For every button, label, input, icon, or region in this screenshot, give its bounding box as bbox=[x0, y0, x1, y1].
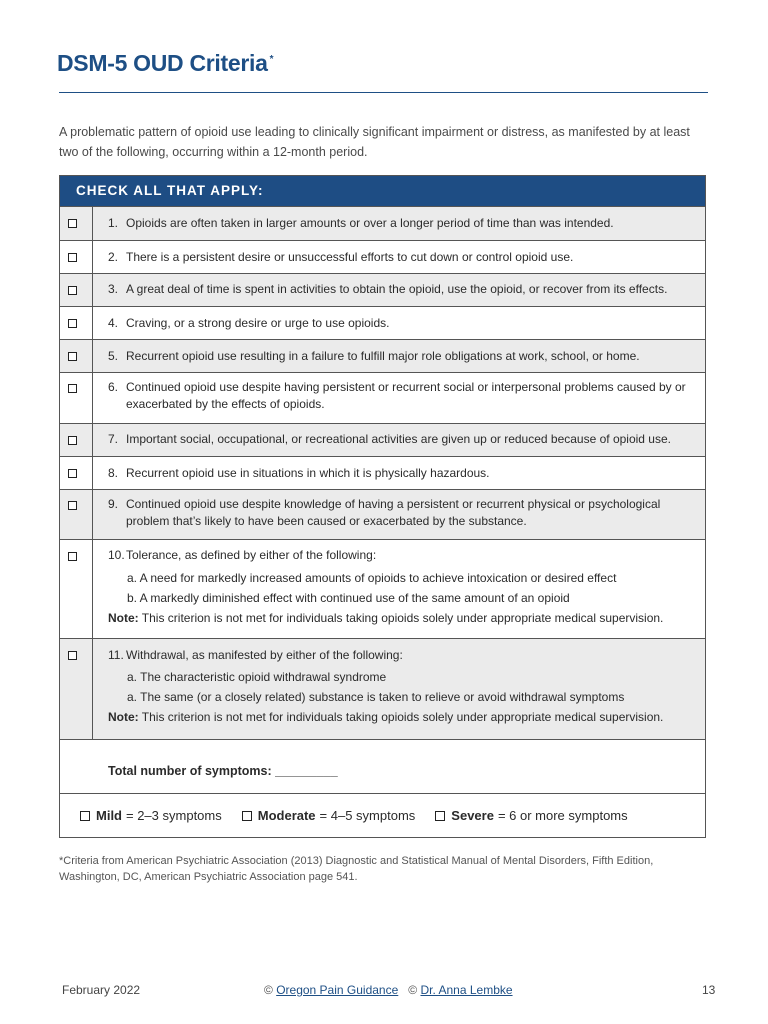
criterion-checkbox-8[interactable] bbox=[68, 469, 77, 478]
severity-checkbox-icon[interactable] bbox=[435, 811, 445, 821]
intro-paragraph: A problematic pattern of opioid use leading to clinically significant impairment or distress, as manifested by at least two of the following, occurring within a 12-month period. bbox=[59, 125, 690, 159]
criterion-checkbox-7[interactable] bbox=[68, 436, 77, 445]
criterion-checkbox-5[interactable] bbox=[68, 352, 77, 361]
severity-checkbox-icon[interactable] bbox=[242, 811, 252, 821]
criterion-text: There is a persistent desire or unsuccessful efforts to cut down or control opioid use. bbox=[126, 250, 574, 264]
criterion-row-9: 9. Continued opioid use despite knowledge of having a persistent or recurrent physical or psychological problem that’s likely to have been caused or exacerbated by the substance. bbox=[60, 489, 705, 539]
severity-moderate-option[interactable]: Moderate = 4–5 symptoms bbox=[242, 808, 416, 823]
criterion-row-10: 10. Tolerance, as defined by either of the following: a. A need for markedly increased amounts of opioids to achieve intoxication or desired effect b. A markedly diminished effect with continued use of the same amount of an opioid Note: This criterion is not met for individuals taking opioids solely under appropriate medical supervision. bbox=[60, 539, 705, 638]
criterion-row-5: 5. Recurrent opioid use resulting in a failure to fulfill major role obligations at work, school, or home. bbox=[60, 339, 705, 372]
criterion-checkbox-3[interactable] bbox=[68, 286, 77, 295]
anna-lembke-link[interactable]: Dr. Anna Lembke bbox=[420, 983, 513, 997]
criterion-checkbox-4[interactable] bbox=[68, 319, 77, 328]
criterion-subitem: a. A need for markedly increased amounts of opioids to achieve intoxication or desired effect bbox=[127, 571, 617, 585]
severity-severe-option[interactable]: Severe = 6 or more symptoms bbox=[435, 808, 627, 823]
footer-credits: © Oregon Pain Guidance © Dr. Anna Lembke bbox=[264, 983, 513, 997]
criterion-text: Continued opioid use despite knowledge of having a persistent or recurrent physical or psychological problem that’s likely to have been caused or exacerbated by the substance. bbox=[126, 497, 661, 528]
footnote: *Criteria from American Psychiatric Association (2013) Diagnostic and Statistical Manual of Mental Disorders, Fifth Edition, Washington, DC, American Psychiatric Association page 541. bbox=[59, 855, 654, 883]
title-footnote-mark: * bbox=[269, 54, 274, 66]
criterion-row-7: 7. Important social, occupational, or recreational activities are given up or reduced because of opioid use. bbox=[60, 423, 705, 456]
criterion-row-1: 1. Opioids are often taken in larger amounts or over a longer period of time than was intended. bbox=[60, 206, 705, 240]
criterion-subitem: b. A markedly diminished effect with continued use of the same amount of an opioid bbox=[127, 591, 570, 605]
criterion-text: A great deal of time is spent in activities to obtain the opioid, use the opioid, or recover from its effects. bbox=[126, 282, 668, 296]
criterion-row-2: 2. There is a persistent desire or unsuccessful efforts to cut down or control opioid use. bbox=[60, 240, 705, 273]
criterion-checkbox-6[interactable] bbox=[68, 384, 77, 393]
criterion-text: Recurrent opioid use resulting in a failure to fulfill major role obligations at work, school, or home. bbox=[126, 349, 640, 363]
criterion-checkbox-9[interactable] bbox=[68, 501, 77, 510]
criterion-checkbox-11[interactable] bbox=[68, 651, 77, 660]
criterion-text: Recurrent opioid use in situations in which it is physically hazardous. bbox=[126, 466, 490, 480]
oregon-pain-guidance-link[interactable]: Oregon Pain Guidance bbox=[276, 983, 399, 997]
criterion-checkbox-10[interactable] bbox=[68, 552, 77, 561]
criterion-row-11: 11. Withdrawal, as manifested by either of the following: a. The characteristic opioid withdrawal syndrome a. The same (or a closely related) substance is taken to relieve or avoid withdrawal symptoms Note: This criterion is not met for individuals taking opioids solely under appropriate medical supervision. bbox=[60, 638, 705, 739]
criterion-text: Continued opioid use despite having persistent or recurrent social or interpersonal problems caused by or exacerbated by the effects of opioids. bbox=[126, 380, 686, 411]
criterion-row-3: 3. A great deal of time is spent in activities to obtain the opioid, use the opioid, or recover from its effects. bbox=[60, 273, 705, 306]
title-divider bbox=[59, 92, 708, 93]
footer-date: February 2022 bbox=[62, 983, 141, 997]
criterion-subitem: a. The same (or a closely related) substance is taken to relieve or avoid withdrawal symptoms bbox=[127, 690, 625, 704]
severity-options bbox=[60, 793, 705, 837]
criterion-text: Opioids are often taken in larger amounts or over a longer period of time than was intended. bbox=[126, 216, 614, 230]
criterion-row-6: 6. Continued opioid use despite having persistent or recurrent social or interpersonal problems caused by or exacerbated by the effects of opioids. bbox=[60, 372, 705, 423]
criterion-checkbox-1[interactable] bbox=[68, 219, 77, 228]
criterion-note: Note: This criterion is not met for individuals taking opioids solely under appropriate medical supervision. bbox=[108, 611, 664, 625]
table-header: CHECK ALL THAT APPLY: bbox=[60, 176, 705, 206]
severity-mild-option[interactable]: Mild = 2–3 symptoms bbox=[80, 808, 222, 823]
criteria-table bbox=[59, 175, 706, 838]
criterion-checkbox-2[interactable] bbox=[68, 253, 77, 262]
criterion-text: Craving, or a strong desire or urge to use opioids. bbox=[126, 316, 390, 330]
criterion-row-4: 4. Craving, or a strong desire or urge to use opioids. bbox=[60, 306, 705, 339]
criterion-text: Important social, occupational, or recreational activities are given up or reduced because of opioid use. bbox=[126, 432, 671, 446]
page-title: DSM-5 OUD Criteria * bbox=[57, 50, 274, 76]
page-number: 13 bbox=[702, 983, 716, 997]
criterion-text: Tolerance, as defined by either of the following: bbox=[126, 548, 377, 562]
criterion-row-8: 8. Recurrent opioid use in situations in which it is physically hazardous. bbox=[60, 456, 705, 489]
total-symptoms-field[interactable]: Total number of symptoms: _________ bbox=[60, 739, 705, 793]
criterion-text: Withdrawal, as manifested by either of the following: bbox=[126, 648, 403, 662]
severity-checkbox-icon[interactable] bbox=[80, 811, 90, 821]
criterion-note: Note: This criterion is not met for individuals taking opioids solely under appropriate medical supervision. bbox=[108, 710, 664, 724]
criterion-subitem: a. The characteristic opioid withdrawal syndrome bbox=[127, 670, 387, 684]
